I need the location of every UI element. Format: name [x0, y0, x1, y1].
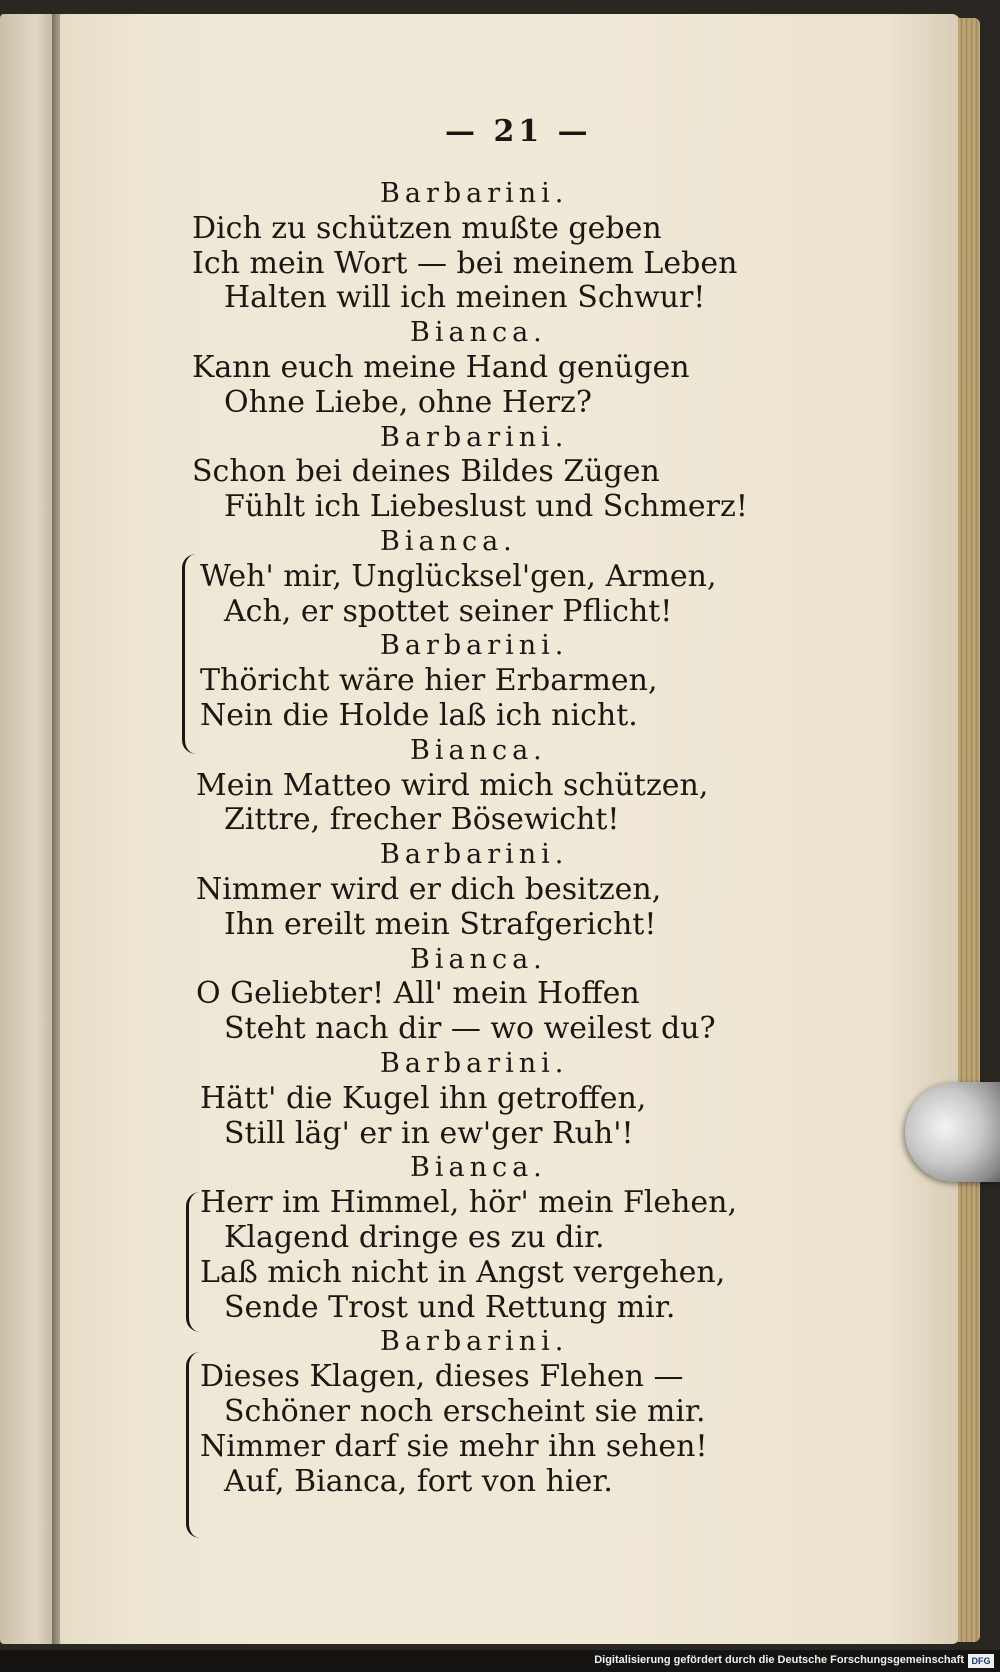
- verse-line: Nein die Holde laß ich nicht.: [200, 698, 638, 733]
- speaker-heading: Bianca.: [410, 1152, 547, 1183]
- verse-line: Auf, Bianca, fort von hier.: [224, 1464, 613, 1499]
- verse-line: Ohne Liebe, ohne Herz?: [224, 385, 592, 420]
- speaker-heading: Bianca.: [410, 317, 547, 348]
- page-clip: [905, 1082, 1000, 1182]
- duet-brace: [186, 1192, 205, 1332]
- verse-line: Dieses Klagen, dieses Flehen —: [200, 1359, 684, 1394]
- page-number: — 21 —: [445, 114, 592, 149]
- speaker-heading: Barbarini.: [380, 422, 569, 453]
- dfg-logo: DFG: [968, 1654, 994, 1668]
- verse-line: Klagend dringe es zu dir.: [224, 1220, 605, 1255]
- duet-brace: [182, 554, 201, 754]
- verse-line: Sende Trost und Rettung mir.: [224, 1290, 676, 1325]
- verse-line: Fühlt ich Liebeslust und Schmerz!: [224, 489, 748, 524]
- verse-line: Dich zu schützen mußte geben: [192, 211, 662, 246]
- verse-line: Zittre, frecher Bösewicht!: [224, 802, 620, 837]
- verse-line: Nimmer darf sie mehr ihn sehen!: [200, 1429, 708, 1464]
- verse-line: Mein Matteo wird mich schützen,: [196, 768, 709, 803]
- verse-line: Ich mein Wort — bei meinem Leben: [192, 246, 738, 281]
- speaker-heading: Barbarini.: [380, 630, 569, 661]
- speaker-heading: Bianca.: [410, 735, 547, 766]
- verse-line: Halten will ich meinen Schwur!: [224, 280, 706, 315]
- verse-line: Steht nach dir — wo weilest du?: [224, 1011, 716, 1046]
- verse-line: Thöricht wäre hier Erbarmen,: [200, 663, 658, 698]
- page-block-edge: [958, 18, 980, 1642]
- speaker-heading: Barbarini.: [380, 178, 569, 209]
- verse-line: Ihn ereilt mein Strafgericht!: [224, 907, 657, 942]
- verse-line: Hätt' die Kugel ihn getroffen,: [200, 1081, 647, 1116]
- speaker-heading: Barbarini.: [380, 839, 569, 870]
- speaker-heading: Barbarini.: [380, 1048, 569, 1079]
- speaker-heading: Barbarini.: [380, 1326, 569, 1357]
- footer-bar: [0, 1650, 1000, 1672]
- footer-credit: Digitalisierung gefördert durch die Deutsche Forschungsgemeinschaft: [594, 1654, 964, 1666]
- duet-brace: [186, 1352, 205, 1538]
- verse-line: Laß mich nicht in Angst vergehen,: [200, 1255, 726, 1290]
- facing-page-edge: [0, 14, 60, 1644]
- verse-line: Kann euch meine Hand genügen: [192, 350, 690, 385]
- verse-line: O Geliebter! All' mein Hoffen: [196, 976, 640, 1011]
- speaker-heading: Bianca.: [410, 944, 547, 975]
- verse-line: Schöner noch erscheint sie mir.: [224, 1394, 706, 1429]
- verse-line: Herr im Himmel, hör' mein Flehen,: [200, 1185, 738, 1220]
- book-page: [60, 14, 960, 1644]
- verse-line: Still läg' er in ew'ger Ruh'!: [224, 1116, 634, 1151]
- verse-line: Ach, er spottet seiner Pflicht!: [224, 594, 673, 629]
- verse-line: Schon bei deines Bildes Zügen: [192, 454, 660, 489]
- verse-line: Nimmer wird er dich besitzen,: [196, 872, 662, 907]
- speaker-heading: Bianca.: [380, 526, 517, 557]
- verse-line: Weh' mir, Unglücksel'gen, Armen,: [200, 559, 717, 594]
